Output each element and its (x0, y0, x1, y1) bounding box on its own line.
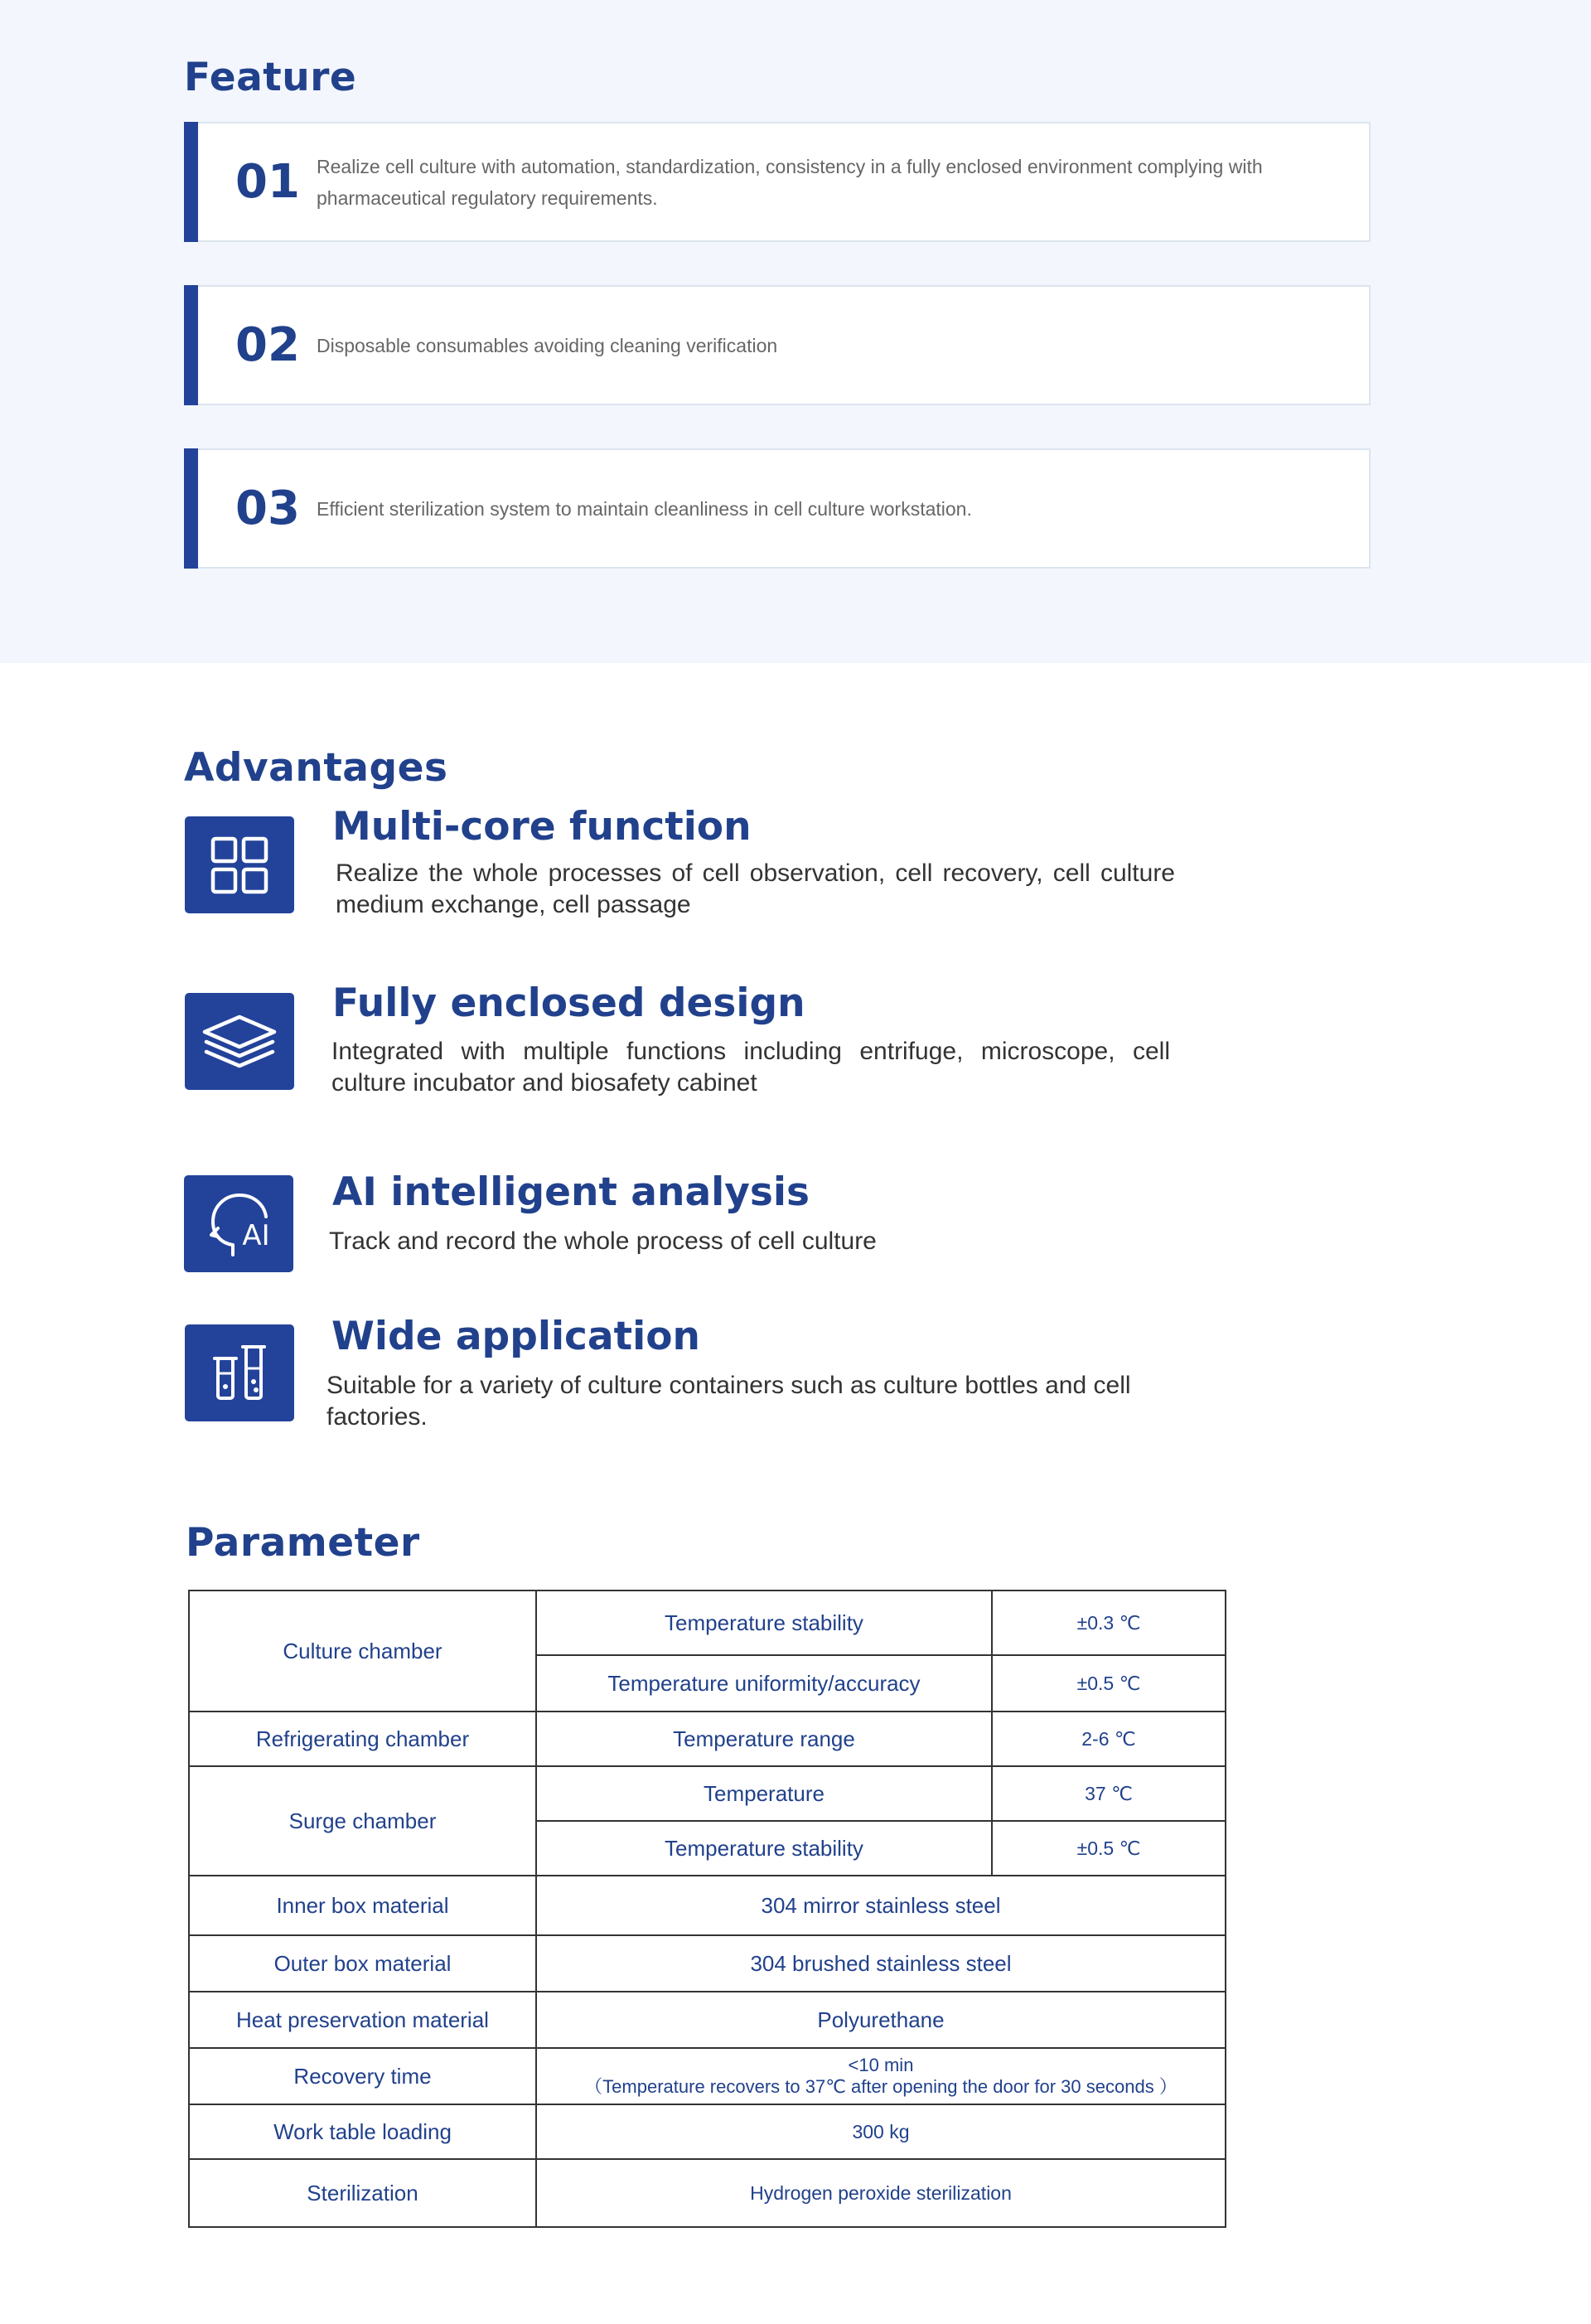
advantage-desc-ai: Track and record the whole process of cell culture (329, 1227, 877, 1255)
feature-card-02 (184, 285, 1371, 405)
recovery-note: （Temperature recovers to 37℃ after opening the door for 30 seconds ） (584, 2076, 1178, 2097)
param-label-culture-chamber: Culture chamber (189, 1590, 536, 1712)
recovery-value: <10 min (848, 2055, 914, 2075)
advantage-desc-multi-core: Realize the whole processes of cell observation, cell recovery, cell culture medium exchange, cell passage (336, 859, 1175, 918)
feature-number: 03 (235, 482, 300, 535)
table-row (189, 1712, 1226, 1766)
table-row (189, 1766, 1226, 1821)
advantage-desc-fully-enclosed: Integrated with multiple functions including entrifuge, microscope, cell culture incubator and biosafety cabinet (331, 1038, 1170, 1097)
advantage-title-multi-core: Multi-core function (332, 804, 752, 850)
layers-icon (185, 993, 294, 1090)
param-name: Temperature stability (536, 1821, 992, 1876)
param-label: Outer box material (189, 1935, 536, 1992)
param-label-recovery-time: Recovery time (189, 2048, 536, 2104)
feature-number: 02 (235, 318, 300, 372)
table-row (189, 1992, 1226, 2048)
feature-text-content: Efficient sterilization system to maintain cleanliness in cell culture workstation. (317, 497, 972, 520)
param-value: 304 mirror stainless steel (536, 1876, 1226, 1935)
table-row (189, 1935, 1226, 1992)
table-row (189, 2048, 1226, 2104)
table-row (189, 2159, 1226, 2227)
grid-icon (185, 816, 294, 913)
param-label: Inner box material (189, 1876, 536, 1935)
param-value: 37 ℃ (992, 1766, 1226, 1821)
feature-text (317, 123, 1294, 240)
advantage-desc-wide-application: Suitable for a variety of culture containers such as culture bottles and cell factories. (326, 1372, 1131, 1431)
feature-text-content: Realize cell culture with automation, standardization, consistency in a fully enclosed environment complying with pharmaceutical regulatory requirements. (317, 155, 1263, 209)
param-name: Temperature stability (536, 1590, 992, 1655)
param-label: Heat preservation material (189, 1992, 536, 2048)
param-value: Polyurethane (536, 1992, 1226, 2048)
param-label-refrigerating-chamber: Refrigerating chamber (189, 1712, 536, 1766)
param-value: 2-6 ℃ (992, 1712, 1226, 1766)
param-value: 304 brushed stainless steel (536, 1935, 1226, 1992)
feature-card-accent (184, 448, 198, 569)
feature-section (0, 0, 1591, 663)
feature-card-01 (184, 122, 1371, 242)
param-label-sterilization: Sterilization (189, 2159, 536, 2227)
table-row (189, 2104, 1226, 2159)
param-value-work-table: 300 kg (536, 2104, 1226, 2159)
svg-text:AI: AI (242, 1218, 270, 1252)
param-name: Temperature (536, 1766, 992, 1821)
feature-card-accent (184, 285, 198, 405)
param-value-sterilization: Hydrogen peroxide sterilization (536, 2159, 1226, 2227)
test-tubes-icon (185, 1324, 294, 1421)
param-value: ±0.5 ℃ (992, 1655, 1226, 1712)
parameter-table (188, 1590, 1226, 2228)
advantage-title-wide-application: Wide application (331, 1314, 700, 1359)
param-name: Temperature uniformity/accuracy (536, 1655, 992, 1712)
param-value: ±0.5 ℃ (992, 1821, 1226, 1876)
advantage-title-ai: AI intelligent analysis (332, 1169, 810, 1215)
feature-card-accent (184, 122, 198, 242)
param-value-recovery-time (536, 2048, 1226, 2104)
advantages-title: Advantages (184, 745, 448, 791)
feature-title: Feature (184, 55, 357, 100)
param-label-surge-chamber: Surge chamber (189, 1766, 536, 1876)
table-row (189, 1590, 1226, 1655)
feature-text-content: Disposable consumables avoiding cleaning verification (317, 334, 778, 356)
param-label-work-table: Work table loading (189, 2104, 536, 2159)
param-name: Temperature range (536, 1712, 992, 1766)
feature-number: 01 (235, 155, 300, 209)
feature-card-03 (184, 448, 1371, 569)
parameter-title: Parameter (186, 1520, 420, 1566)
advantage-title-fully-enclosed: Fully enclosed design (332, 980, 805, 1026)
feature-text (317, 287, 1294, 404)
table-row (189, 1876, 1226, 1935)
param-value: ±0.3 ℃ (992, 1590, 1226, 1655)
ai-head-icon (184, 1175, 293, 1272)
feature-text (317, 450, 1294, 567)
